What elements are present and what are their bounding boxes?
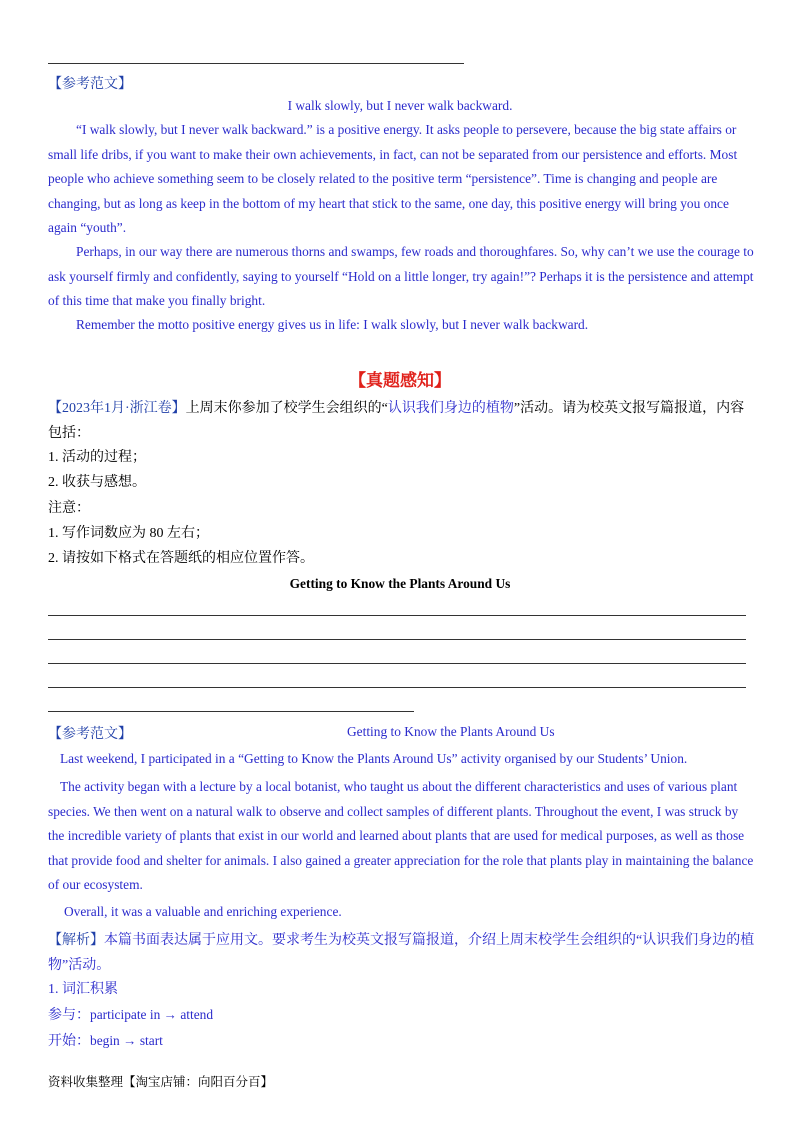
analysis-text: 本篇书面表达属于应用文。要求考生为校英文报写篇报道，介绍上周末校学生会组织的“认识我们身边的植物”活动。 — [48, 933, 755, 973]
answer-line — [48, 663, 746, 664]
essay-title: I walk slowly, but I never walk backward. — [287, 98, 513, 113]
analysis-label: 【解析】 — [48, 933, 104, 948]
reference-label: 【参考范文】 — [48, 77, 132, 92]
vocab-en: participate in → attend — [90, 1007, 214, 1022]
task-intro-a: 上周末你参加了校学生会组织的“ — [185, 401, 388, 416]
note-item: 2. 请按如下格式在答题纸的相应位置作答。 — [48, 551, 314, 566]
reference-label: 【参考范文】 — [48, 727, 132, 742]
task-item: 1. 活动的过程； — [48, 450, 146, 465]
answer-line — [48, 687, 746, 688]
vocab-item — [48, 1029, 163, 1054]
essay-paragraph: Last weekend, I participated in a “Getting to Know the Plants Around Us” activity organised by our Students’ Union. — [60, 751, 688, 766]
task-prompt — [48, 396, 756, 446]
vocab-cn: 开始： — [48, 1034, 90, 1049]
note-item: 1. 写作词数应为 80 左右； — [48, 526, 209, 541]
answer-line — [48, 615, 746, 616]
section-heading: 【真题感知】 — [349, 371, 451, 391]
analysis — [48, 928, 756, 978]
answer-title: Getting to Know the Plants Around Us — [289, 576, 511, 591]
top-divider — [48, 63, 464, 64]
essay-paragraph: The activity began with a lecture by a local botanist, who taught us about the different characteristics and uses of various plant species. We then went on a natural walk to observe and collect samples of different plants. Throughout the event, I was struck by the incredible variety of plants that exist in our world and learned about plants that are used for medical purposes, as well as those that provide food and shelter for animals. I also gained a greater appreciation for the role that plants play in maintaining the balance of our ecosystem. — [48, 779, 754, 892]
vocab-en: begin → start — [90, 1033, 163, 1048]
task-topic: 认识我们身边的植物 — [387, 401, 514, 416]
essay-title: Getting to Know the Plants Around Us — [347, 724, 555, 739]
vocab-cn: 参与： — [48, 1008, 90, 1023]
vocab-item — [48, 1003, 213, 1028]
essay-paragraph: “I walk slowly, but I never walk backward.” is a positive energy. It asks people to persevere, because the big state affairs or small life dribs, if you want to make their own achievements, in fact, can not be separated from our persistence and efforts. Most people who achieve something seem to be closely related to the positive term “persistence”. Time is changing and people are changing, but as long as keep in the bottom of my heart that stick to the same, one day, this positive energy will bring you once again “youth”. — [48, 122, 738, 235]
page-footer: 资料收集整理【淘宝店铺：向阳百分百】 — [48, 1074, 274, 1089]
section-divider — [48, 711, 414, 712]
essay-paragraph: Perhaps, in our way there are numerous thorns and swamps, few roads and thoroughfares. So, why can’t we use the courage to ask yourself firmly and confidently, saying to yourself “Hold on a little longer, try again!”? Perhaps it is the persistence and attempt of this time that make you finally bright. — [48, 244, 754, 308]
task-item: 2. 收获与感想。 — [48, 475, 146, 490]
vocab-heading: 1. 词汇积累 — [48, 982, 118, 997]
essay-paragraph: Remember the motto positive energy gives us in life: I walk slowly, but I never walk backward. — [76, 317, 589, 332]
answer-line — [48, 639, 746, 640]
essay-paragraph: Overall, it was a valuable and enriching experience. — [64, 904, 342, 919]
notes-label: 注意： — [48, 501, 90, 516]
task-intro-b: ”活动。请为校英文报写篇报道，内容包括： — [48, 401, 745, 441]
task-source: 【2023年1月·浙江卷】 — [48, 401, 186, 416]
